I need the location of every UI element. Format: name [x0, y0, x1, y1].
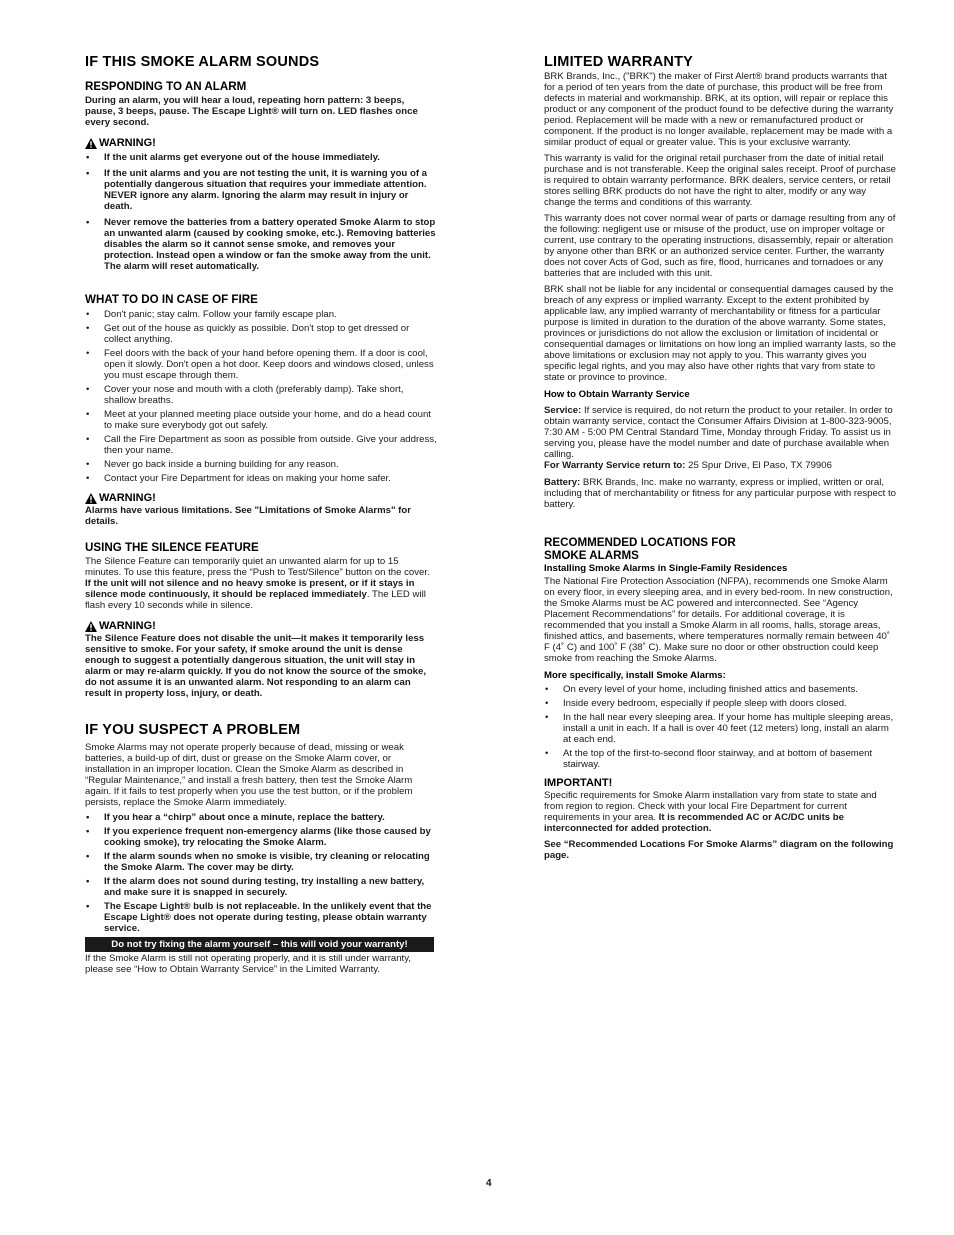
- section-title-warranty: LIMITED WARRANTY: [544, 54, 693, 70]
- list-item: • Inside every bedroom, especially if people sleep with doors closed.: [544, 698, 896, 709]
- warning-label: WARNING!: [99, 492, 156, 504]
- list-item: • Never go back inside a burning building for any reason.: [85, 459, 437, 470]
- heading-fire: WHAT TO DO IN CASE OF FIRE: [85, 293, 258, 306]
- warning-3-text: The Silence Feature does not disable the unit—it makes it temporarily less sensitive to smoke. For your safety, if smoke around the unit is dense enough to suggest a potentially dangerous situation, the unit will stay in alarm or may re-alarm quickly. If you do not know the source of the smoke, do not assume it is an unwanted alarm. Not responding to an alarm can result in property loss, injury, or death.: [85, 633, 427, 699]
- warranty-paragraph-1: BRK Brands, Inc., ("BRK") the maker of First Alert® brand products warrants that for a period of ten years from the date of purchase, this product will be free from defects in material and workmanship. BRK, at its option, will repair or replace this product or any component of the product found to be defective during the warranty period. Replacement will be made with a new or remanufactured product or component. If the product is no longer available, replacement may be made with a similar product of equal or greater value. This is your exclusive warranty.: [544, 71, 894, 148]
- list-item: • If you experience frequent non-emergency alarms (like those caused by cooking smoke), try relocating the Smoke Alarm.: [85, 826, 437, 848]
- specific-list: [544, 684, 896, 770]
- warranty-paragraph-3: This warranty does not cover normal wear of parts or damage resulting from any of the following: negligent use or misuse of the product, use on improper voltage or current, use contrary to the operating instructions, disassembly, repair or alteration by anyone other than BRK or an authorized service center. Further, the warranty does not cover Acts of God, such as fire, flood, hurricanes and tornadoes or any batteries that are included with this unit.: [544, 213, 896, 279]
- battery-label: Battery:: [544, 477, 581, 488]
- list-item: • Get out of the house as quickly as possible. Don't stop to get dressed or collect anything.: [85, 323, 437, 345]
- warranty-void-banner: Do not try fixing the alarm yourself – this will void your warranty!: [85, 937, 434, 952]
- return-label: For Warranty Service return to:: [544, 460, 686, 471]
- responding-text: During an alarm, you will hear a loud, repeating horn pattern: 3 beeps, pause, 3 beeps, pause. The Escape Light® will turn on. LED flashes once every second.: [85, 95, 418, 128]
- section-title-problem: IF YOU SUSPECT A PROBLEM: [85, 722, 301, 738]
- important-paragraph: [544, 790, 896, 834]
- list-item: • If the alarm does not sound during testing, try installing a new battery, and make sure it is snapped in securely.: [85, 876, 437, 898]
- warning-list-1: [85, 152, 437, 272]
- locations-paragraph: The National Fire Protection Association (NFPA), recommends one Smoke Alarm on every floor, in every sleeping area, and in every bed-room. In new construction, the Smoke Alarms must be AC powered and interconnected. See “Agency Placement Recommendations” for details. For additional coverage, it is recommended that you install a Smoke Alarm in all rooms, halls, storage areas, finished attics, and basements, where temperatures normally remain between 40˚ F (4˚ C) and 100˚ F (38˚ C). Make sure no door or other obstruction could keep smoke from reaching the Smoke Alarms.: [544, 576, 893, 664]
- silence-text-c: . The LED will flash every 10 seconds while in silence.: [85, 589, 426, 611]
- list-item: • On every level of your home, including finished attics and basements.: [544, 684, 896, 695]
- service-text: If service is required, do not return the product to your retailer. In order to obtain warranty service, contact the Consumer Affairs Division at 1-800-323-9005, 7:30 AM - 5:00 PM Central Standard Time, Monday through Friday. To assist us in serving you, please have the model number and date of purchase available when calling.: [544, 405, 893, 460]
- problem-text: Smoke Alarms may not operate properly because of dead, missing or weak batteries, a build-up of dirt, dust or grease on the Smoke Alarm cover, or installation in an improper location. Clean the Smoke Alarm as described in “Regular Maintenance,” and install a fresh battery, then test the Smoke Alarm again. If it fails to test properly when you use the test button, or if the problem persists, replace the Smoke Alarm immediately.: [85, 742, 413, 808]
- problem-footer: If the Smoke Alarm is still not operating properly, and it is still under warranty, please see “How to Obtain Warranty Service” in the Limited Warranty.: [85, 953, 411, 975]
- right-column: [544, 54, 896, 861]
- left-column: [85, 54, 437, 975]
- important-title: [544, 777, 896, 790]
- silence-text: [85, 556, 437, 611]
- fire-list: [85, 309, 437, 484]
- list-item: • Meet at your planned meeting place outside your home, and do a head count to make sure everybody got out safely.: [85, 409, 437, 431]
- see-diagram-note: See “Recommended Locations For Smoke Alarms” diagram on the following page.: [544, 839, 894, 861]
- important-text-a: Specific requirements for Smoke Alarm installation vary from state to state and from region to region. Check with your local Fire Department for current requirements in your area.: [544, 790, 877, 823]
- list-item: • The Escape Light® bulb is not replaceable. In the unlikely event that the Escape Light® does not operate during testing, please obtain warranty service.: [85, 901, 437, 934]
- list-item: • In the hall near every sleeping area. If your home has multiple sleeping areas, install a unit in each. If a hall is over 40 feet (12 meters) long, install an alarm at each end.: [544, 712, 896, 745]
- service-label: Service:: [544, 405, 582, 416]
- warning-2-text: Alarms have various limitations. See "Limitations of Smoke Alarms" for details.: [85, 505, 411, 527]
- list-item: • If the unit alarms and you are not testing the unit, it is warning you of a potentially dangerous situation that requires your immediate attention. NEVER ignore any alarm. Ignoring the alarm may result in injury or death.: [85, 168, 437, 212]
- heading-responding: RESPONDING TO AN ALARM: [85, 80, 247, 93]
- return-text: 25 Spur Drive, El Paso, TX 79906: [685, 460, 832, 471]
- list-item: • Contact your Fire Department for ideas on making your home safer.: [85, 473, 437, 484]
- warning-block-2-title: [85, 492, 437, 505]
- list-item: • Feel doors with the back of your hand before opening them. If a door is cool, open it slowly. Don't open a hot door. Keep doors and windows closed, unless you must escape through them.: [85, 348, 437, 381]
- silence-text-b: If the unit will not silence and no heavy smoke is present, or if it stays in silence mode continuously, it should be replaced immediately: [85, 578, 415, 600]
- page-number: 4: [486, 1178, 492, 1189]
- warning-label: WARNING!: [99, 137, 156, 149]
- important-label: IMPORTANT!: [544, 777, 613, 789]
- list-item: • At the top of the first-to-second floor stairway, and at bottom of basement stairway.: [544, 748, 896, 770]
- list-item: • Don't panic; stay calm. Follow your family escape plan.: [85, 309, 437, 320]
- important-text-b: It is recommended AC or AC/DC units be interconnected for added protection.: [544, 812, 844, 834]
- list-item: • Call the Fire Department as soon as possible from outside. Give your address, then your name.: [85, 434, 437, 456]
- warning-triangle-icon: [85, 493, 97, 504]
- service-paragraph: [544, 405, 896, 471]
- problem-list: [85, 812, 437, 934]
- warranty-paragraph-2: This warranty is valid for the original retail purchaser from the date of initial retail purchase and is not transferable. Keep the original sales receipt. Proof of purchase is required to obtain warranty performance. BRK dealers, service centers, or retail stores selling BRK products do not have the right to alter, modify or any way change the terms and conditions of this warranty.: [544, 153, 896, 208]
- section-title-sounds: IF THIS SMOKE ALARM SOUNDS: [85, 54, 320, 70]
- list-item: • If you hear a “chirp” about once a minute, replace the battery.: [85, 812, 437, 823]
- warning-triangle-icon: [85, 621, 97, 632]
- list-item: • If the unit alarms get everyone out of the house immediately.: [85, 152, 437, 163]
- locations-title-line-2: SMOKE ALARMS: [544, 549, 639, 562]
- section-title-locations: [544, 536, 896, 562]
- silence-text-a: The Silence Feature can temporarily quiet an unwanted alarm for up to 15 minutes. To use this feature, press the “Push to Test/Silence” button on the cover.: [85, 556, 430, 578]
- heading-silence: USING THE SILENCE FEATURE: [85, 541, 259, 554]
- warranty-paragraph-4: BRK shall not be liable for any incidental or consequential damages caused by the breach of any express or implied warranty. Except to the extent prohibited by applicable law, any implied warranty of merchantability or fitness for a particular purpose is limited in duration to the duration of the above warranty. Some states, provinces or jurisdictions do not allow the exclusion or limitation of incidental or consequential damages or limitations on how long an implied warranty lasts, so the above limitations or exclusion may not apply to you. This warranty gives you specific legal rights, and you may also have other rights that vary from state to state or province to province.: [544, 284, 896, 383]
- list-item: • If the alarm sounds when no smoke is visible, try cleaning or relocating the Smoke Alarm. The cover may be dirty.: [85, 851, 437, 873]
- battery-paragraph: [544, 477, 896, 510]
- warning-triangle-icon: [85, 138, 97, 149]
- locations-title-line-1: RECOMMENDED LOCATIONS FOR: [544, 536, 736, 549]
- heading-obtain-service: How to Obtain Warranty Service: [544, 389, 690, 400]
- list-item: • Never remove the batteries from a battery operated Smoke Alarm to stop an unwanted alarm (caused by cooking smoke, etc.). Removing batteries disables the alarm so it cannot sense smoke, and removes your protection. Instead open a window or fan the smoke away from the unit. The alarm will reset automatically.: [85, 217, 437, 272]
- heading-specific: More specifically, install Smoke Alarms:: [544, 670, 726, 681]
- battery-text: BRK Brands, Inc. make no warranty, express or implied, written or oral, including that of merchantability or fitness for any particular purpose with respect to battery.: [544, 477, 896, 510]
- warning-block-3-title: [85, 620, 437, 633]
- warning-block-1-title: [85, 137, 437, 150]
- locations-subheading: Installing Smoke Alarms in Single-Family Residences: [544, 563, 788, 574]
- warning-label: WARNING!: [99, 620, 156, 632]
- list-item: • Cover your nose and mouth with a cloth (preferably damp). Take short, shallow breaths.: [85, 384, 437, 406]
